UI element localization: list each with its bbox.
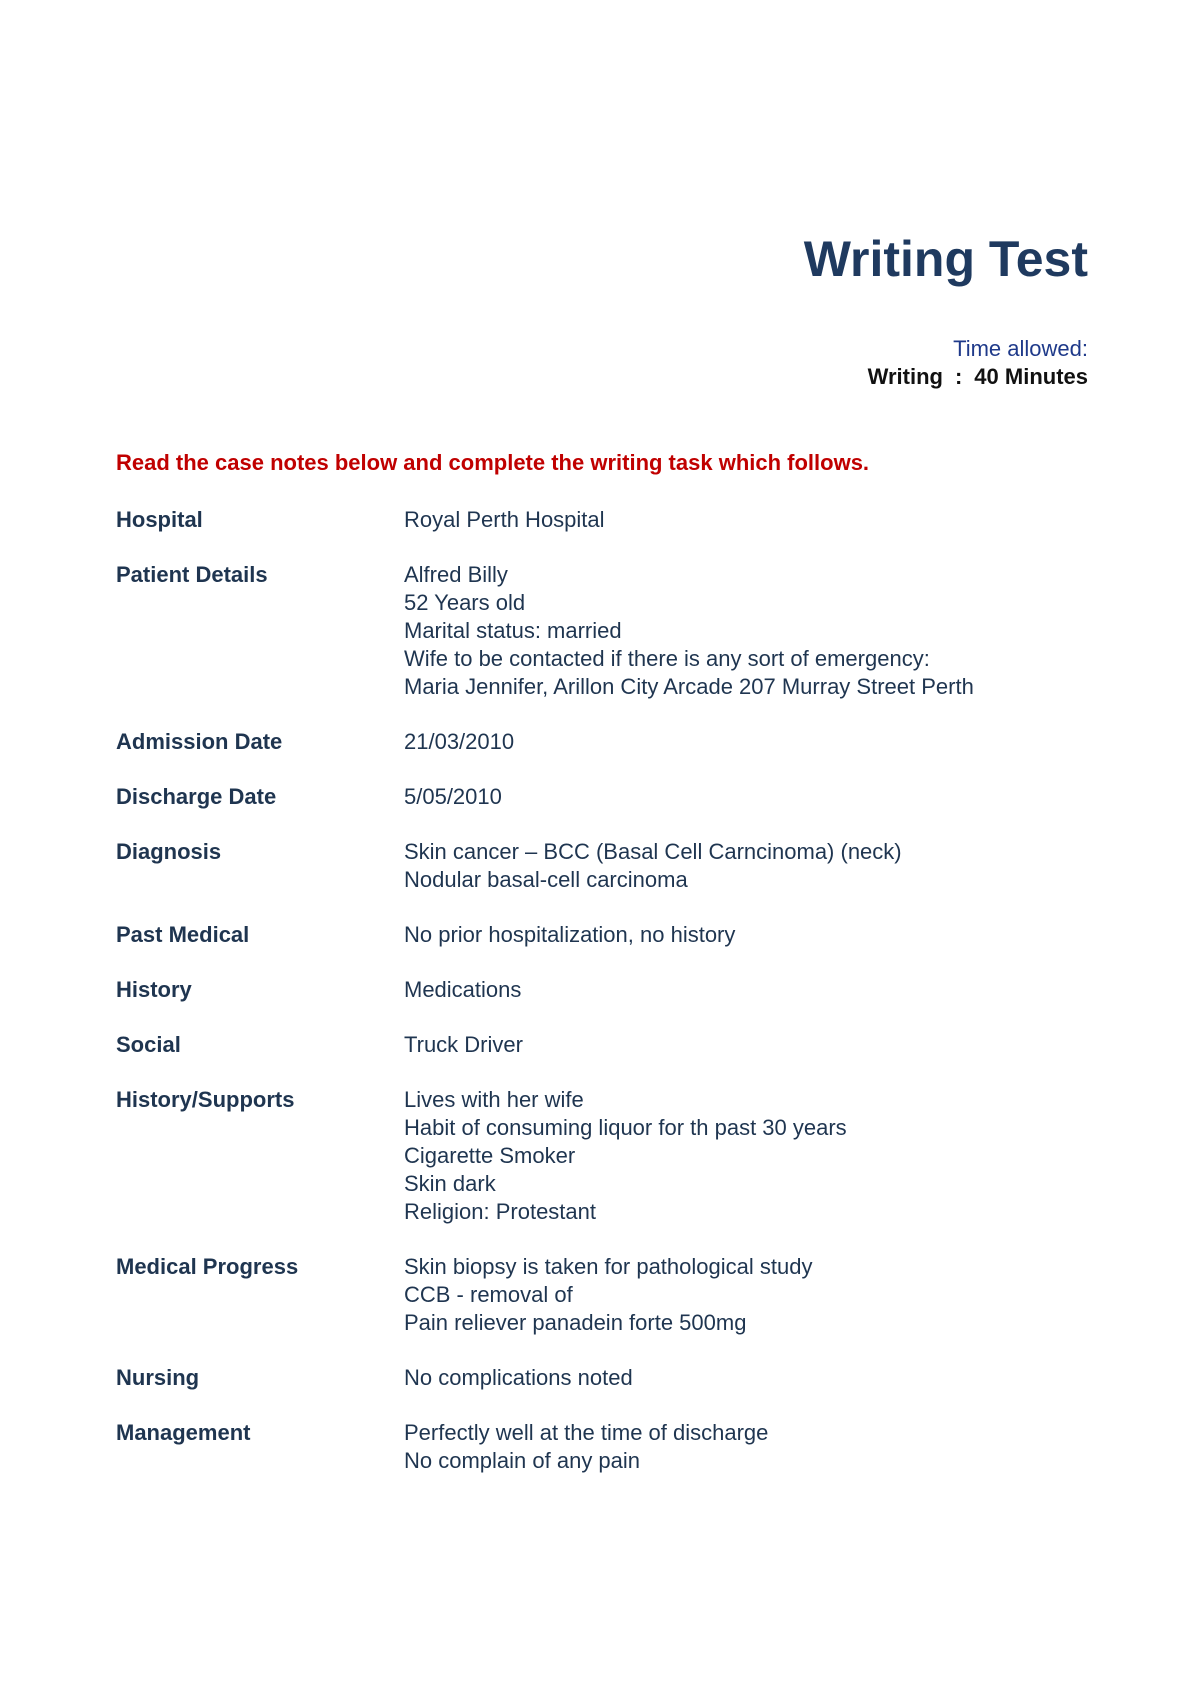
case-note-line: Maria Jennifer, Arillon City Arcade 207 Murray Street Perth: [404, 674, 974, 699]
case-note-line: Pain reliever panadein forte 500mg: [404, 1310, 747, 1335]
case-note-row: [116, 1419, 1096, 1475]
case-note-label: Diagnosis: [116, 839, 222, 864]
case-note-row: [116, 728, 1096, 756]
case-note-label: Medical Progress: [116, 1254, 299, 1279]
case-note-value: [404, 1086, 1096, 1226]
case-note-value: [404, 838, 1096, 894]
case-note-line: 5/05/2010: [404, 784, 502, 809]
instruction-text: Read the case notes below and complete the writing task which follows.: [116, 450, 870, 475]
case-note-value: [404, 783, 1096, 811]
case-note-label: Patient Details: [116, 562, 268, 587]
case-note-line: 21/03/2010: [404, 729, 515, 754]
case-note-line: Lives with her wife: [404, 1087, 584, 1112]
case-note-value: [404, 506, 1096, 534]
case-note-label: Management: [116, 1420, 251, 1445]
case-note-value: [404, 1419, 1096, 1475]
case-note-row: [116, 1086, 1096, 1226]
case-note-line: Skin biopsy is taken for pathological study: [404, 1254, 813, 1279]
case-note-line: Perfectly well at the time of discharge: [404, 1420, 769, 1445]
case-note-row: [116, 1031, 1096, 1059]
time-allowed-label: Time allowed:: [953, 336, 1088, 361]
case-note-line: CCB - removal of: [404, 1282, 573, 1307]
case-note-line: No complain of any pain: [404, 1448, 641, 1473]
case-note-line: Cigarette Smoker: [404, 1143, 576, 1168]
case-note-value: [404, 1031, 1096, 1059]
case-note-label: Admission Date: [116, 729, 283, 754]
case-note-line: Truck Driver: [404, 1032, 523, 1057]
case-note-line: Wife to be contacted if there is any sort of emergency:: [404, 646, 930, 671]
case-note-line: Habit of consuming liquor for th past 30 years: [404, 1115, 847, 1140]
case-note-line: Royal Perth Hospital: [404, 507, 605, 532]
case-note-line: Nodular basal-cell carcinoma: [404, 867, 688, 892]
case-notes: [116, 506, 1096, 1502]
case-note-label: History: [116, 977, 192, 1002]
case-note-line: 52 Years old: [404, 590, 526, 615]
case-note-row: [116, 561, 1096, 701]
case-note-label: Past Medical: [116, 922, 250, 947]
page-title: Writing Test: [803, 231, 1088, 287]
time-duration: 40 Minutes: [974, 364, 1088, 389]
case-note-label: Hospital: [116, 507, 203, 532]
case-note-label: Social: [116, 1032, 181, 1057]
case-note-label: History/Supports: [116, 1087, 295, 1112]
case-note-row: [116, 976, 1096, 1004]
case-note-value: [404, 1253, 1096, 1337]
case-note-label: Nursing: [116, 1365, 200, 1390]
case-note-row: [116, 1253, 1096, 1337]
case-note-row: [116, 1364, 1096, 1392]
case-note-value: [404, 921, 1096, 949]
time-section: Writing: [867, 364, 943, 389]
time-separator: :: [954, 364, 963, 389]
case-note-line: No complications noted: [404, 1365, 633, 1390]
case-note-value: [404, 1364, 1096, 1392]
case-note-line: Medications: [404, 977, 522, 1002]
case-note-line: Alfred Billy: [404, 562, 508, 587]
case-note-value: [404, 561, 1096, 701]
case-note-row: [116, 838, 1096, 894]
case-note-line: Skin dark: [404, 1171, 496, 1196]
case-note-line: Marital status: married: [404, 618, 622, 643]
case-note-label: Discharge Date: [116, 784, 277, 809]
case-note-row: [116, 783, 1096, 811]
case-note-line: No prior hospitalization, no history: [404, 922, 736, 947]
case-note-row: [116, 921, 1096, 949]
time-allowed-row: [868, 363, 1088, 391]
case-note-value: [404, 976, 1096, 1004]
case-note-value: [404, 728, 1096, 756]
case-note-row: [116, 506, 1096, 534]
case-note-line: Religion: Protestant: [404, 1199, 596, 1224]
time-allowed-block: [868, 335, 1088, 391]
case-note-line: Skin cancer – BCC (Basal Cell Carncinoma) (neck): [404, 839, 902, 864]
